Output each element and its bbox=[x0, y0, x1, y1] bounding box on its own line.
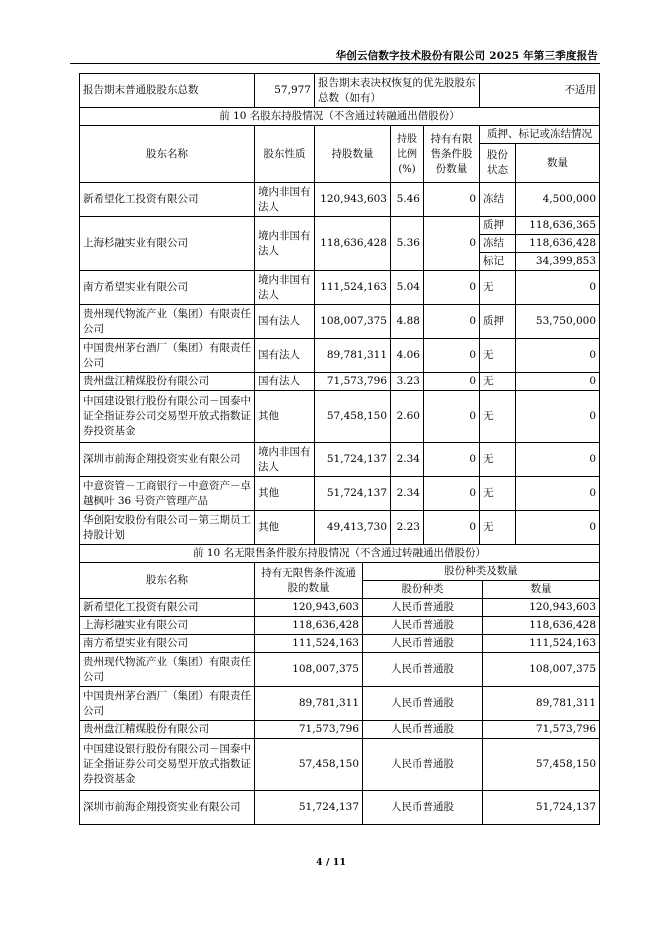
shareholder-nature: 其他 bbox=[255, 391, 315, 443]
col-header-amount: 数量 bbox=[516, 144, 600, 183]
table-row bbox=[80, 477, 600, 511]
table-row bbox=[80, 443, 600, 477]
restricted-qty: 0 bbox=[424, 305, 480, 339]
restricted-qty: 0 bbox=[424, 511, 480, 545]
pledge-status: 质押 bbox=[480, 305, 516, 339]
pledge-amount: 0 bbox=[516, 391, 600, 443]
summary-row bbox=[80, 74, 600, 108]
pledge-status: 质押 bbox=[480, 217, 516, 235]
pledge-amount: 118,636,365 bbox=[516, 217, 600, 235]
col-header-pledge-group: 质押、标记或冻结情况 bbox=[480, 126, 600, 144]
shareholder-table bbox=[79, 73, 600, 545]
shareholder-name: 新希望化工投资有限公司 bbox=[80, 183, 255, 217]
shareholder-nature: 境内非国有法人 bbox=[255, 217, 315, 271]
pledge-status: 标记 bbox=[480, 253, 516, 271]
pledge-amount: 4,500,000 bbox=[516, 183, 600, 217]
table-row bbox=[80, 599, 600, 617]
u-amount: 51,724,137 bbox=[483, 791, 600, 825]
table-row bbox=[80, 339, 600, 373]
shareholder-nature: 境内非国有法人 bbox=[255, 183, 315, 217]
u-amount: 111,524,163 bbox=[483, 635, 600, 653]
u-shareholder-name: 新希望化工投资有限公司 bbox=[80, 599, 255, 617]
total-holders-label: 报告期末普通股股东总数 bbox=[80, 74, 255, 108]
u-shareholder-name: 南方希望实业有限公司 bbox=[80, 635, 255, 653]
u-kind: 人民币普通股 bbox=[363, 687, 483, 721]
u-shareholder-name: 贵州现代物流产业（集团）有限责任公司 bbox=[80, 653, 255, 687]
pledge-amount: 0 bbox=[516, 443, 600, 477]
col-header-name: 股东名称 bbox=[80, 126, 255, 183]
u-kind: 人民币普通股 bbox=[363, 653, 483, 687]
table-row bbox=[80, 511, 600, 545]
u-qty: 120,943,603 bbox=[255, 599, 363, 617]
u-shareholder-name: 上海杉融实业有限公司 bbox=[80, 617, 255, 635]
unrestricted-table bbox=[79, 544, 600, 825]
table-row bbox=[80, 739, 600, 791]
pledge-status: 无 bbox=[480, 477, 516, 511]
unrestricted-title: 前 10 名无限售条件股东持股情况（不含通过转融通出借股份） bbox=[80, 545, 600, 563]
col-header-qty: 持股数量 bbox=[315, 126, 391, 183]
u-amount: 57,458,150 bbox=[483, 739, 600, 791]
shareholding-qty: 51,724,137 bbox=[315, 443, 391, 477]
pledge-amount: 0 bbox=[516, 373, 600, 391]
pledge-amount: 53,750,000 bbox=[516, 305, 600, 339]
pledge-amount: 0 bbox=[516, 477, 600, 511]
table-row bbox=[80, 791, 600, 825]
preferred-holders-label: 报告期末表决权恢复的优先股股东总数（如有） bbox=[315, 74, 480, 108]
shareholding-ratio: 3.23 bbox=[391, 373, 424, 391]
pledge-amount: 0 bbox=[516, 271, 600, 305]
shareholding-ratio: 5.04 bbox=[391, 271, 424, 305]
shareholding-qty: 89,781,311 bbox=[315, 339, 391, 373]
shareholding-ratio: 2.34 bbox=[391, 443, 424, 477]
shareholder-name: 中国建设银行股份有限公司－国泰中证全指证券公司交易型开放式指数证券投资基金 bbox=[80, 391, 255, 443]
col-header-status: 股份状态 bbox=[480, 144, 516, 183]
shareholder-name: 贵州现代物流产业（集团）有限责任公司 bbox=[80, 305, 255, 339]
shareholding-qty: 51,724,137 bbox=[315, 477, 391, 511]
shareholding-qty: 120,943,603 bbox=[315, 183, 391, 217]
u-kind: 人民币普通股 bbox=[363, 721, 483, 739]
shareholder-name: 中国贵州茅台酒厂（集团）有限责任公司 bbox=[80, 339, 255, 373]
restricted-qty: 0 bbox=[424, 339, 480, 373]
u-qty: 118,636,428 bbox=[255, 617, 363, 635]
pledge-status: 无 bbox=[480, 391, 516, 443]
u-kind: 人民币普通股 bbox=[363, 791, 483, 825]
restricted-qty: 0 bbox=[424, 217, 480, 271]
header-rule bbox=[70, 63, 600, 64]
shareholder-name: 华创阳安股份有限公司－第三期员工持股计划 bbox=[80, 511, 255, 545]
u-amount: 71,573,796 bbox=[483, 721, 600, 739]
table-row bbox=[80, 721, 600, 739]
u-qty: 51,724,137 bbox=[255, 791, 363, 825]
u-amount: 120,943,603 bbox=[483, 599, 600, 617]
u-qty: 89,781,311 bbox=[255, 687, 363, 721]
shareholder-nature: 其他 bbox=[255, 511, 315, 545]
pledge-status: 无 bbox=[480, 339, 516, 373]
table-row bbox=[80, 305, 600, 339]
restricted-qty: 0 bbox=[424, 391, 480, 443]
u-qty: 111,524,163 bbox=[255, 635, 363, 653]
u-qty: 71,573,796 bbox=[255, 721, 363, 739]
header-row-1 bbox=[80, 126, 600, 144]
u-col-header-qty: 持有无限售条件流通股的数量 bbox=[255, 563, 363, 599]
pledge-status: 无 bbox=[480, 271, 516, 305]
pledge-amount: 34,399,853 bbox=[516, 253, 600, 271]
col-header-ratio: 持股比例(%) bbox=[391, 126, 424, 183]
pledge-amount: 0 bbox=[516, 339, 600, 373]
pledge-status: 无 bbox=[480, 443, 516, 477]
u-kind: 人民币普通股 bbox=[363, 635, 483, 653]
total-holders-value: 57,977 bbox=[255, 74, 315, 108]
u-kind: 人民币普通股 bbox=[363, 599, 483, 617]
restricted-qty: 0 bbox=[424, 477, 480, 511]
table-row bbox=[80, 391, 600, 443]
col-header-nature: 股东性质 bbox=[255, 126, 315, 183]
restricted-qty: 0 bbox=[424, 183, 480, 217]
col-header-restricted: 持有有限售条件股份数量 bbox=[424, 126, 480, 183]
shareholding-ratio: 4.88 bbox=[391, 305, 424, 339]
table-row bbox=[80, 635, 600, 653]
u-kind: 人民币普通股 bbox=[363, 739, 483, 791]
shareholder-name: 中意资管－工商银行－中意资产－卓越枫叶 36 号资产管理产品 bbox=[80, 477, 255, 511]
restricted-qty: 0 bbox=[424, 271, 480, 305]
u-shareholder-name: 中国建设银行股份有限公司－国泰中证全指证券公司交易型开放式指数证券投资基金 bbox=[80, 739, 255, 791]
u-col-header-name: 股东名称 bbox=[80, 563, 255, 599]
shareholder-name: 贵州盘江精煤股份有限公司 bbox=[80, 373, 255, 391]
pledge-status: 无 bbox=[480, 511, 516, 545]
shareholding-ratio: 4.06 bbox=[391, 339, 424, 373]
shareholding-qty: 71,573,796 bbox=[315, 373, 391, 391]
shareholder-nature: 国有法人 bbox=[255, 373, 315, 391]
shareholding-ratio: 2.34 bbox=[391, 477, 424, 511]
restricted-qty: 0 bbox=[424, 373, 480, 391]
section-title-row-2 bbox=[80, 545, 600, 563]
shareholding-ratio: 2.60 bbox=[391, 391, 424, 443]
shareholder-nature: 其他 bbox=[255, 477, 315, 511]
shareholding-qty: 108,007,375 bbox=[315, 305, 391, 339]
table-row bbox=[80, 271, 600, 305]
u-kind: 人民币普通股 bbox=[363, 617, 483, 635]
shareholder-name: 上海杉融实业有限公司 bbox=[80, 217, 255, 271]
shareholding-ratio: 2.23 bbox=[391, 511, 424, 545]
u-amount: 108,007,375 bbox=[483, 653, 600, 687]
pledge-status: 冻结 bbox=[480, 235, 516, 253]
u-amount: 118,636,428 bbox=[483, 617, 600, 635]
section-title-row bbox=[80, 108, 600, 126]
shareholding-qty: 49,413,730 bbox=[315, 511, 391, 545]
table-row bbox=[80, 217, 600, 235]
table-row bbox=[80, 617, 600, 635]
u-col-header-amount: 数量 bbox=[483, 581, 600, 599]
shareholding-ratio: 5.36 bbox=[391, 217, 424, 271]
pledge-status: 冻结 bbox=[480, 183, 516, 217]
u-shareholder-name: 中国贵州茅台酒厂（集团）有限责任公司 bbox=[80, 687, 255, 721]
u-qty: 57,458,150 bbox=[255, 739, 363, 791]
shareholder-nature: 境内非国有法人 bbox=[255, 443, 315, 477]
u-shareholder-name: 深圳市前海企翔投资实业有限公司 bbox=[80, 791, 255, 825]
u-shareholder-name: 贵州盘江精煤股份有限公司 bbox=[80, 721, 255, 739]
shareholding-qty: 118,636,428 bbox=[315, 217, 391, 271]
top10-title: 前 10 名股东持股情况（不含通过转融通出借股份） bbox=[80, 108, 600, 126]
table-row bbox=[80, 373, 600, 391]
preferred-holders-value: 不适用 bbox=[480, 74, 600, 108]
u-amount: 89,781,311 bbox=[483, 687, 600, 721]
shareholder-nature: 境内非国有法人 bbox=[255, 271, 315, 305]
u-col-header-group: 股份种类及数量 bbox=[363, 563, 600, 581]
table-row bbox=[80, 183, 600, 217]
pledge-amount: 118,636,428 bbox=[516, 235, 600, 253]
table-row bbox=[80, 687, 600, 721]
page-number: 4 / 11 bbox=[316, 857, 346, 868]
shareholding-qty: 111,524,163 bbox=[315, 271, 391, 305]
restricted-qty: 0 bbox=[424, 443, 480, 477]
shareholder-nature: 国有法人 bbox=[255, 305, 315, 339]
shareholding-ratio: 5.46 bbox=[391, 183, 424, 217]
u-header-row-1 bbox=[80, 563, 600, 581]
table-row bbox=[80, 653, 600, 687]
shareholder-name: 南方希望实业有限公司 bbox=[80, 271, 255, 305]
shareholder-nature: 国有法人 bbox=[255, 339, 315, 373]
shareholder-name: 深圳市前海企翔投资实业有限公司 bbox=[80, 443, 255, 477]
u-col-header-kind: 股份种类 bbox=[363, 581, 483, 599]
pledge-amount: 0 bbox=[516, 511, 600, 545]
shareholding-qty: 57,458,150 bbox=[315, 391, 391, 443]
pledge-status: 无 bbox=[480, 373, 516, 391]
page-header: 华创云信数字技术股份有限公司 2025 年第三季度报告 bbox=[335, 50, 598, 62]
u-qty: 108,007,375 bbox=[255, 653, 363, 687]
